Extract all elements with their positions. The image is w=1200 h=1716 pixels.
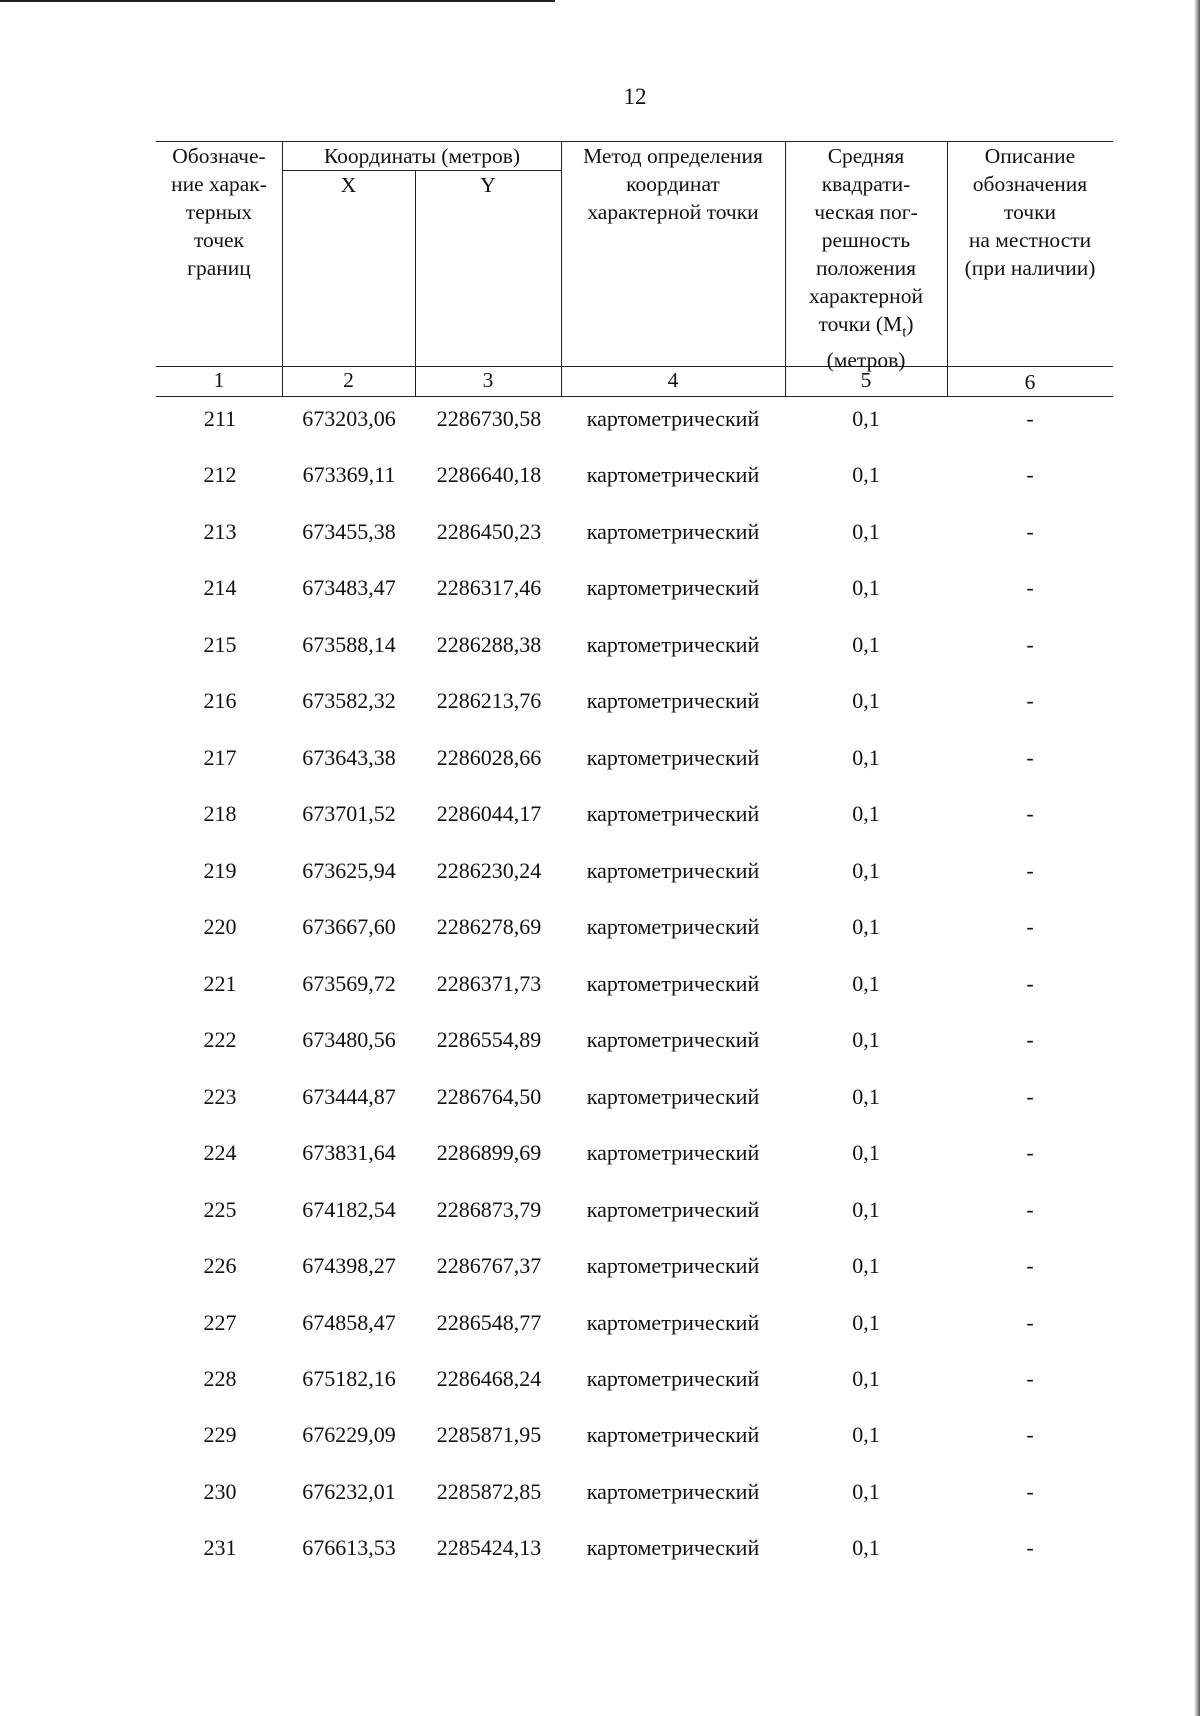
method: картометрический xyxy=(586,462,760,487)
point-description: - xyxy=(1026,1535,1034,1560)
point-number: 212 xyxy=(203,462,237,487)
point-number: 213 xyxy=(203,519,237,544)
table-row xyxy=(0,575,1200,605)
method: картометрический xyxy=(586,1310,760,1335)
y-coordinate: 2286640,18 xyxy=(436,462,542,487)
table-row xyxy=(0,632,1200,662)
point-number: 230 xyxy=(203,1479,237,1504)
mean-square-error: 0,1 xyxy=(852,1253,880,1278)
method: картометрический xyxy=(586,1027,760,1052)
table-row xyxy=(0,1366,1200,1396)
x-coordinate: 673625,94 xyxy=(302,858,396,883)
table-row xyxy=(0,1197,1200,1227)
table-row xyxy=(0,688,1200,718)
y-coordinate: 2286548,77 xyxy=(436,1310,542,1335)
mean-square-error: 0,1 xyxy=(852,1197,880,1222)
column-number-2: 2 xyxy=(343,368,354,392)
mean-square-error: 0,1 xyxy=(852,632,880,657)
column-number-3: 3 xyxy=(482,368,494,392)
header-point-designation: Обозначе- ние харак- терных точек границ xyxy=(171,144,267,280)
x-coordinate: 674398,27 xyxy=(302,1253,396,1278)
point-description: - xyxy=(1026,1197,1034,1222)
x-coordinate: 676613,53 xyxy=(302,1535,396,1560)
y-coordinate: 2286554,89 xyxy=(436,1027,542,1052)
method: картометрический xyxy=(586,575,760,600)
mean-square-error: 0,1 xyxy=(852,1310,880,1335)
x-coordinate: 673444,87 xyxy=(302,1084,396,1109)
method: картометрический xyxy=(586,1197,760,1222)
header-error-text: Средняя квадрати- ческая пог- решность положения характерной точки (M xyxy=(809,144,923,336)
x-coordinate: 674182,54 xyxy=(302,1197,396,1222)
x-coordinate: 673369,11 xyxy=(302,462,396,487)
y-coordinate: 2286044,17 xyxy=(436,801,542,826)
point-number: 221 xyxy=(203,971,237,996)
table-row xyxy=(0,1140,1200,1170)
column-number-5: 5 xyxy=(860,368,872,392)
point-number: 225 xyxy=(203,1197,237,1222)
header-y: Y xyxy=(480,173,496,197)
point-description: - xyxy=(1026,914,1034,939)
point-description: - xyxy=(1026,462,1034,487)
y-coordinate: 2286730,58 xyxy=(436,406,542,431)
method: картометрический xyxy=(586,406,760,431)
point-number: 218 xyxy=(203,801,237,826)
point-description: - xyxy=(1026,801,1034,826)
column-numbers-top-line xyxy=(156,366,1113,367)
method: картометрический xyxy=(586,1422,760,1447)
x-coordinate: 675182,16 xyxy=(302,1366,396,1391)
table-row xyxy=(0,1535,1200,1565)
column-number-1: 1 xyxy=(213,368,225,392)
x-coordinate: 673480,56 xyxy=(302,1027,396,1052)
point-number: 220 xyxy=(203,914,237,939)
method: картометрический xyxy=(586,632,760,657)
y-coordinate: 2286288,38 xyxy=(436,632,542,657)
point-description: - xyxy=(1026,632,1034,657)
mean-square-error: 0,1 xyxy=(852,914,880,939)
x-coordinate: 673831,64 xyxy=(302,1140,396,1165)
x-coordinate: 673203,06 xyxy=(302,406,396,431)
mean-square-error: 0,1 xyxy=(852,1084,880,1109)
method: картометрический xyxy=(586,971,760,996)
point-number: 215 xyxy=(203,632,237,657)
point-description: - xyxy=(1026,406,1034,431)
page-number: 12 xyxy=(623,84,647,109)
mean-square-error: 0,1 xyxy=(852,1140,880,1165)
y-coordinate: 2286899,69 xyxy=(436,1140,542,1165)
point-description: - xyxy=(1026,971,1034,996)
y-coordinate: 2286468,24 xyxy=(436,1366,542,1391)
method: картометрический xyxy=(586,801,760,826)
x-coordinate: 676232,01 xyxy=(302,1479,396,1504)
point-description: - xyxy=(1026,858,1034,883)
x-coordinate: 673667,60 xyxy=(302,914,396,939)
table-row xyxy=(0,1479,1200,1509)
x-coordinate: 673582,32 xyxy=(302,688,396,713)
column-number-4: 4 xyxy=(667,368,679,392)
point-number: 226 xyxy=(203,1253,237,1278)
top-edge-rule xyxy=(0,0,555,2)
table-row xyxy=(0,1253,1200,1283)
point-description: - xyxy=(1026,1140,1034,1165)
y-coordinate: 2286873,79 xyxy=(436,1197,542,1222)
method: картометрический xyxy=(586,858,760,883)
y-coordinate: 2286450,23 xyxy=(436,519,542,544)
column-numbers-bottom-line xyxy=(156,396,1113,397)
method: картометрический xyxy=(586,1479,760,1504)
table-row xyxy=(0,1422,1200,1452)
x-coordinate: 673643,38 xyxy=(302,745,396,770)
table-row xyxy=(0,914,1200,944)
mean-square-error: 0,1 xyxy=(852,971,880,996)
x-coordinate: 673569,72 xyxy=(302,971,396,996)
point-description: - xyxy=(1026,688,1034,713)
point-description: - xyxy=(1026,1422,1034,1447)
method: картометрический xyxy=(586,1084,760,1109)
table-row xyxy=(0,1027,1200,1057)
point-description: - xyxy=(1026,1253,1034,1278)
y-coordinate: 2286213,76 xyxy=(436,688,542,713)
method: картометрический xyxy=(586,1535,760,1560)
mean-square-error: 0,1 xyxy=(852,575,880,600)
method: картометрический xyxy=(586,1366,760,1391)
mean-square-error: 0,1 xyxy=(852,462,880,487)
mean-square-error: 0,1 xyxy=(852,688,880,713)
header-description: Описание обозначения точки на местности (при наличии) xyxy=(964,144,1096,280)
method: картометрический xyxy=(586,745,760,770)
point-description: - xyxy=(1026,519,1034,544)
x-coordinate: 676229,09 xyxy=(302,1422,396,1447)
table-row xyxy=(0,745,1200,775)
table-row xyxy=(0,801,1200,831)
point-description: - xyxy=(1026,1310,1034,1335)
x-coordinate: 673483,47 xyxy=(302,575,396,600)
point-number: 229 xyxy=(203,1422,237,1447)
header-error-units: (метров) xyxy=(826,348,906,373)
table-row xyxy=(0,1084,1200,1114)
point-description: - xyxy=(1026,745,1034,770)
method: картометрический xyxy=(586,688,760,713)
mean-square-error: 0,1 xyxy=(852,519,880,544)
y-coordinate: 2286764,50 xyxy=(436,1084,542,1109)
point-number: 219 xyxy=(203,858,237,883)
y-coordinate: 2285424,13 xyxy=(436,1535,542,1560)
header-coordinates: Координаты (метров) xyxy=(323,144,521,168)
method: картометрический xyxy=(586,1253,760,1278)
header-error-tail: ) xyxy=(906,312,914,336)
mean-square-error: 0,1 xyxy=(852,1027,880,1052)
x-coordinate: 673588,14 xyxy=(302,632,396,657)
y-coordinate: 2286278,69 xyxy=(436,914,542,939)
point-description: - xyxy=(1026,1084,1034,1109)
table-row xyxy=(0,971,1200,1001)
header-error-subscript: t xyxy=(902,324,907,341)
y-coordinate: 2286028,66 xyxy=(436,745,542,770)
point-description: - xyxy=(1026,1479,1034,1504)
col-divider-2 xyxy=(415,170,416,397)
y-coordinate: 2286371,73 xyxy=(436,971,542,996)
point-number: 222 xyxy=(203,1027,237,1052)
method: картометрический xyxy=(586,519,760,544)
point-number: 216 xyxy=(203,688,237,713)
point-number: 227 xyxy=(203,1310,237,1335)
point-number: 217 xyxy=(203,745,237,770)
table-row xyxy=(0,406,1200,436)
point-number: 228 xyxy=(203,1366,237,1391)
header-mean-square-error xyxy=(785,142,947,374)
x-coordinate: 673455,38 xyxy=(302,519,396,544)
mean-square-error: 0,1 xyxy=(852,406,880,431)
table-row xyxy=(0,1310,1200,1340)
mean-square-error: 0,1 xyxy=(852,745,880,770)
table-row xyxy=(0,519,1200,549)
y-coordinate: 2286317,46 xyxy=(436,575,542,600)
point-description: - xyxy=(1026,575,1034,600)
method: картометрический xyxy=(586,1140,760,1165)
point-number: 224 xyxy=(203,1140,237,1165)
y-coordinate: 2285871,95 xyxy=(436,1422,542,1447)
point-number: 223 xyxy=(203,1084,237,1109)
y-coordinate: 2285872,85 xyxy=(436,1479,542,1504)
header-x: X xyxy=(340,173,357,197)
y-coordinate: 2286767,37 xyxy=(436,1253,542,1278)
mean-square-error: 0,1 xyxy=(852,1479,880,1504)
mean-square-error: 0,1 xyxy=(852,1366,880,1391)
point-description: - xyxy=(1026,1366,1034,1391)
method: картометрический xyxy=(586,914,760,939)
y-coordinate: 2286230,24 xyxy=(436,858,542,883)
mean-square-error: 0,1 xyxy=(852,858,880,883)
table-row xyxy=(0,858,1200,888)
point-number: 211 xyxy=(203,406,237,431)
mean-square-error: 0,1 xyxy=(852,801,880,826)
table-row xyxy=(0,462,1200,492)
header-method: Метод определения координат характерной точки xyxy=(583,144,763,224)
column-number-6: 6 xyxy=(1024,370,1036,394)
point-description: - xyxy=(1026,1027,1034,1052)
mean-square-error: 0,1 xyxy=(852,1422,880,1447)
point-number: 214 xyxy=(203,575,237,600)
x-coordinate: 673701,52 xyxy=(302,801,396,826)
mean-square-error: 0,1 xyxy=(852,1535,880,1560)
point-number: 231 xyxy=(203,1535,237,1560)
x-coordinate: 674858,47 xyxy=(302,1310,396,1335)
